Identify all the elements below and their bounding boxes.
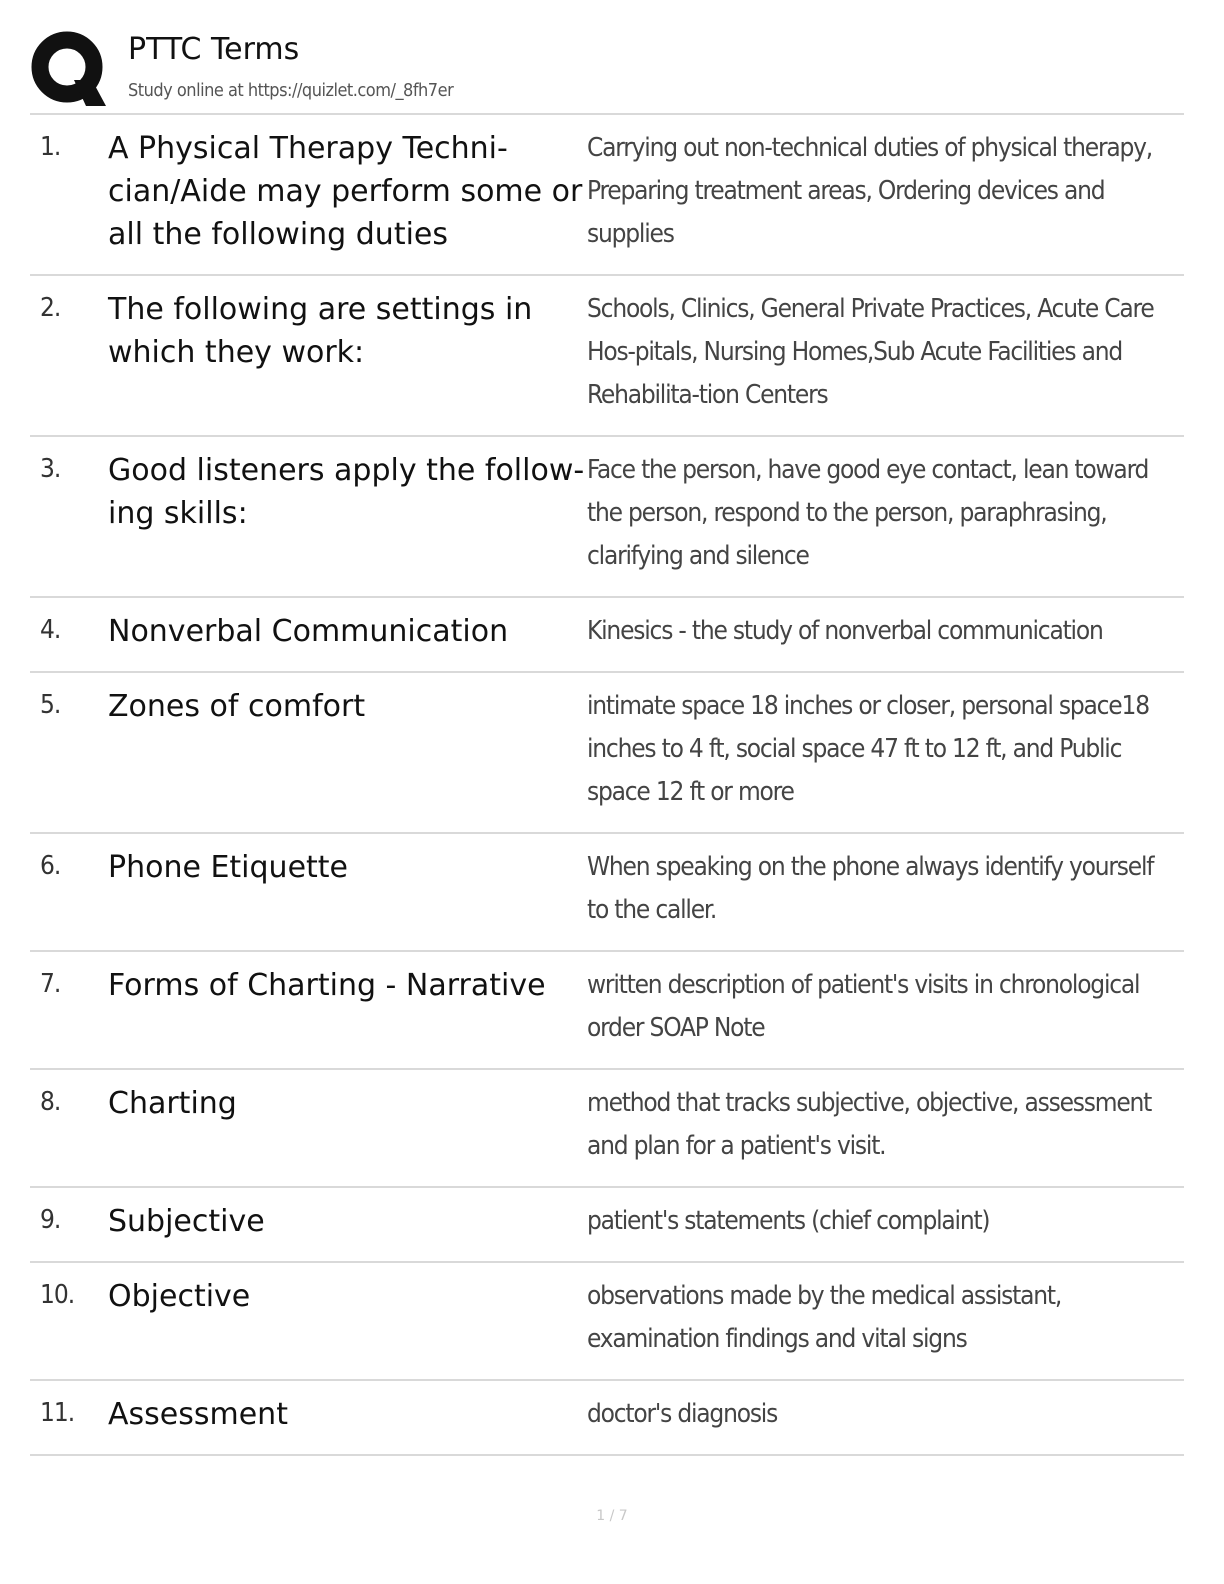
definition-text: Face the person, have good eye contact, lean toward the person, respond to the person, paraphrasing, clarifying and silence — [587, 455, 1149, 571]
term-text: Assessment — [108, 1397, 288, 1432]
page-title: PTTC Terms — [128, 32, 300, 67]
term-row — [30, 834, 1184, 952]
definition-text: method that tracks subjective, objective, assessment and plan for a patient's visit. — [587, 1088, 1152, 1161]
study-online-link[interactable]: Study online at https://quizlet.com/_8fh7er — [128, 80, 454, 101]
definition-text: patient's statements (chief complaint) — [587, 1206, 990, 1236]
definition-text: intimate space 18 inches or closer, personal space18 inches to 4 ft, social space 47 ft to 12 ft, and Public space 12 ft or more — [587, 691, 1149, 807]
term-text: Good listeners apply the follow-ing skills: — [108, 453, 585, 531]
term-number: 8. — [40, 1087, 61, 1117]
page-header — [30, 28, 1184, 114]
term-row — [30, 115, 1184, 276]
page-number: 1 / 7 — [596, 1508, 628, 1524]
quizlet-q-logo-icon — [30, 30, 108, 108]
term-number: 6. — [40, 851, 61, 881]
term-number: 10. — [40, 1280, 75, 1310]
term-number: 5. — [40, 690, 61, 720]
term-text: Subjective — [108, 1204, 265, 1239]
term-text: Objective — [108, 1279, 251, 1314]
term-text: Forms of Charting - Narrative — [108, 968, 546, 1003]
term-row — [30, 1381, 1184, 1456]
term-text: The following are settings in which they work: — [108, 292, 533, 370]
definition-text: Schools, Clinics, General Private Practices, Acute Care Hos-pitals, Nursing Homes,Sub Acute Facilities and Rehabilita-tion Centers — [587, 294, 1154, 410]
term-number: 11. — [40, 1398, 75, 1428]
term-text: Nonverbal Communication — [108, 614, 509, 649]
term-number: 3. — [40, 454, 61, 484]
term-row — [30, 598, 1184, 673]
definition-text: observations made by the medical assistant, examination findings and vital signs — [587, 1281, 1062, 1354]
term-row — [30, 1070, 1184, 1188]
definition-text: Kinesics - the study of nonverbal communication — [587, 616, 1103, 646]
term-text: Charting — [108, 1086, 237, 1121]
term-number: 1. — [40, 132, 61, 162]
term-row — [30, 673, 1184, 834]
term-row — [30, 437, 1184, 598]
definition-text: Carrying out non-technical duties of physical therapy, Preparing treatment areas, Ordering devices and supplies — [587, 133, 1153, 249]
definition-text: written description of patient's visits in chronological order SOAP Note — [587, 970, 1140, 1043]
term-number: 4. — [40, 615, 61, 645]
term-row — [30, 276, 1184, 437]
term-text: A Physical Therapy Techni-cian/Aide may perform some or all the following duties — [108, 131, 583, 252]
term-text: Zones of comfort — [108, 689, 366, 724]
term-number: 2. — [40, 293, 61, 323]
term-number: 7. — [40, 969, 61, 999]
term-row — [30, 952, 1184, 1070]
term-text: Phone Etiquette — [108, 850, 349, 885]
term-row — [30, 1188, 1184, 1263]
term-list — [30, 115, 1184, 1456]
term-row — [30, 1263, 1184, 1381]
definition-text: doctor's diagnosis — [587, 1399, 778, 1429]
definition-text: When speaking on the phone always identify yourself to the caller. — [587, 852, 1154, 925]
term-number: 9. — [40, 1205, 61, 1235]
